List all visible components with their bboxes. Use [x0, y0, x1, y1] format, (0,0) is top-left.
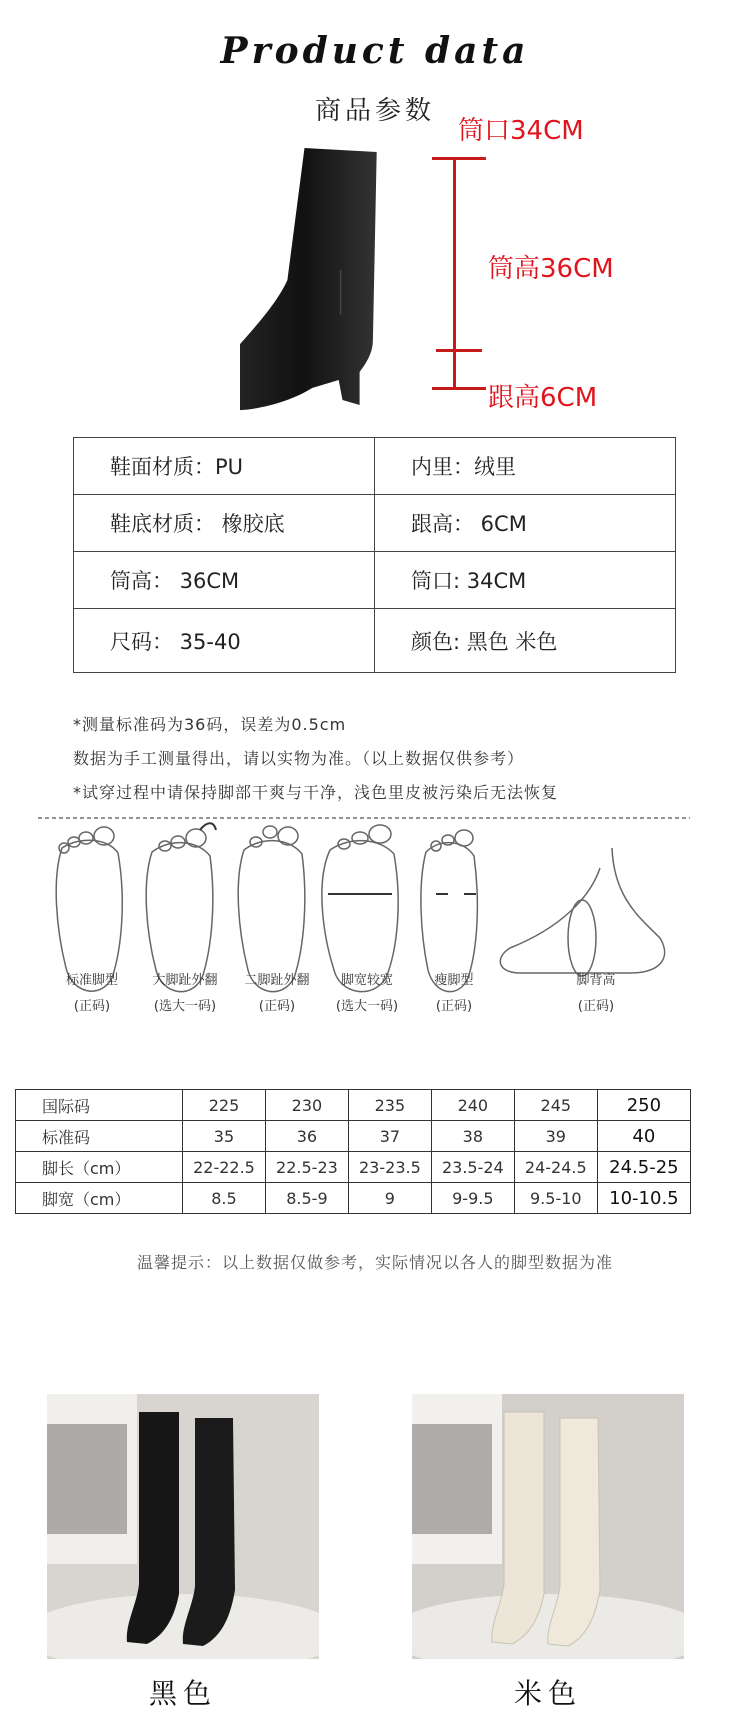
size-cell: 23.5-24 — [431, 1152, 514, 1183]
size-cell: 9 — [348, 1183, 431, 1214]
size-row-foot-length — [16, 1152, 691, 1183]
ruler-bottom-tick — [432, 387, 486, 390]
foot-type-bunion — [140, 968, 230, 1020]
size-cell: 9-9.5 — [431, 1183, 514, 1214]
foot-type-standard — [52, 968, 132, 1020]
foot-type-name: 二脚趾外翻 — [244, 973, 310, 988]
heel-measure-label: 跟高6CM — [488, 383, 598, 413]
foot-type-advice: (选大一码) — [153, 999, 217, 1014]
color-label-beige: 米色 — [513, 1677, 582, 1710]
size-cell: 35 — [183, 1121, 266, 1152]
size-cell: 38 — [431, 1121, 514, 1152]
size-cell: 235 — [348, 1090, 431, 1121]
foot-type-advice: (正码) — [73, 999, 111, 1014]
foot-type-advice: (正码) — [258, 999, 296, 1014]
size-cell: 23-23.5 — [348, 1152, 431, 1183]
page-subtitle: 商品参数 — [314, 96, 435, 126]
params-row — [74, 609, 676, 673]
size-cell: 24-24.5 — [514, 1152, 597, 1183]
param-size-range: 尺码： 35-40 — [74, 609, 375, 673]
ruler-top-tick — [432, 157, 486, 160]
param-shaft-height: 筒高： 36CM — [74, 552, 375, 609]
shaft-measure-label: 筒高36CM — [488, 254, 614, 284]
param-upper-material: 鞋面材质：PU — [74, 438, 375, 495]
size-cell: 8.5-9 — [265, 1183, 348, 1214]
note-care: *试穿过程中请保持脚部干爽与干净，浅色里皮被污染后无法恢复 — [73, 783, 559, 802]
opening-measure-label: 筒口34CM — [458, 116, 584, 146]
size-tip: 温馨提示：以上数据仅做参考，实际情况以各人的脚型数据为准 — [136, 1253, 613, 1272]
color-label-black: 黑色 — [148, 1677, 217, 1710]
size-cell: 9.5-10 — [514, 1183, 597, 1214]
foot-type-second-toe — [232, 968, 322, 1020]
size-row-label: 脚长（cm） — [16, 1152, 183, 1183]
beige-boots-photo — [412, 1394, 684, 1659]
params-row — [74, 552, 676, 609]
black-boots-image — [47, 1394, 319, 1659]
size-cell: 225 — [183, 1090, 266, 1121]
size-cell: 250 — [597, 1090, 690, 1121]
size-row-label: 脚宽（cm） — [16, 1183, 183, 1214]
size-cell: 22.5-23 — [265, 1152, 348, 1183]
param-lining: 内里：绒里 — [375, 438, 676, 495]
foot-type-high-instep — [556, 968, 636, 1020]
foot-type-advice: (正码) — [435, 999, 473, 1014]
size-row-label: 标准码 — [16, 1121, 183, 1152]
foot-type-name: 瘦脚型 — [434, 973, 474, 988]
boot-illustration — [240, 140, 420, 420]
page-title: Product data — [220, 30, 530, 72]
product-params-table — [73, 437, 676, 673]
foot-type-name: 大脚趾外翻 — [152, 973, 218, 988]
size-cell: 230 — [265, 1090, 348, 1121]
params-row — [74, 438, 676, 495]
param-heel-height: 跟高： 6CM — [375, 495, 676, 552]
params-row — [74, 495, 676, 552]
size-cell: 40 — [597, 1121, 690, 1152]
size-cell: 36 — [265, 1121, 348, 1152]
foot-types-section — [0, 808, 750, 1048]
beige-boots-image — [412, 1394, 684, 1659]
foot-type-advice: (选大一码) — [335, 999, 399, 1014]
size-cell: 245 — [514, 1090, 597, 1121]
size-cell: 8.5 — [183, 1183, 266, 1214]
note-manual: 数据为手工测量得出，请以实物为准。（以上数据仅供参考） — [73, 749, 525, 768]
size-cell: 24.5-25 — [597, 1152, 690, 1183]
size-cell: 37 — [348, 1121, 431, 1152]
param-colors: 颜色: 黑色 米色 — [375, 609, 676, 673]
foot-type-name: 脚背高 — [576, 973, 616, 988]
size-cell: 22-22.5 — [183, 1152, 266, 1183]
size-row-standard — [16, 1121, 691, 1152]
param-sole-material: 鞋底材质： 橡胶底 — [74, 495, 375, 552]
size-row-foot-width — [16, 1183, 691, 1214]
size-cell: 39 — [514, 1121, 597, 1152]
size-cell: 10-10.5 — [597, 1183, 690, 1214]
size-row-label: 国际码 — [16, 1090, 183, 1121]
foot-type-advice: (正码) — [577, 999, 615, 1014]
foot-type-wide — [322, 968, 412, 1020]
black-boots-photo — [47, 1394, 319, 1659]
foot-type-slim — [414, 968, 494, 1020]
foot-type-name: 标准脚型 — [65, 973, 118, 988]
size-row-international — [16, 1090, 691, 1121]
foot-type-name: 脚宽较宽 — [340, 973, 393, 988]
param-opening: 筒口: 34CM — [375, 552, 676, 609]
ruler-vertical — [453, 158, 456, 388]
ruler-middle-tick — [436, 349, 482, 352]
size-chart-table — [15, 1089, 691, 1214]
size-cell: 240 — [431, 1090, 514, 1121]
note-measurement: *测量标准码为36码，误差为0.5cm — [73, 715, 347, 734]
